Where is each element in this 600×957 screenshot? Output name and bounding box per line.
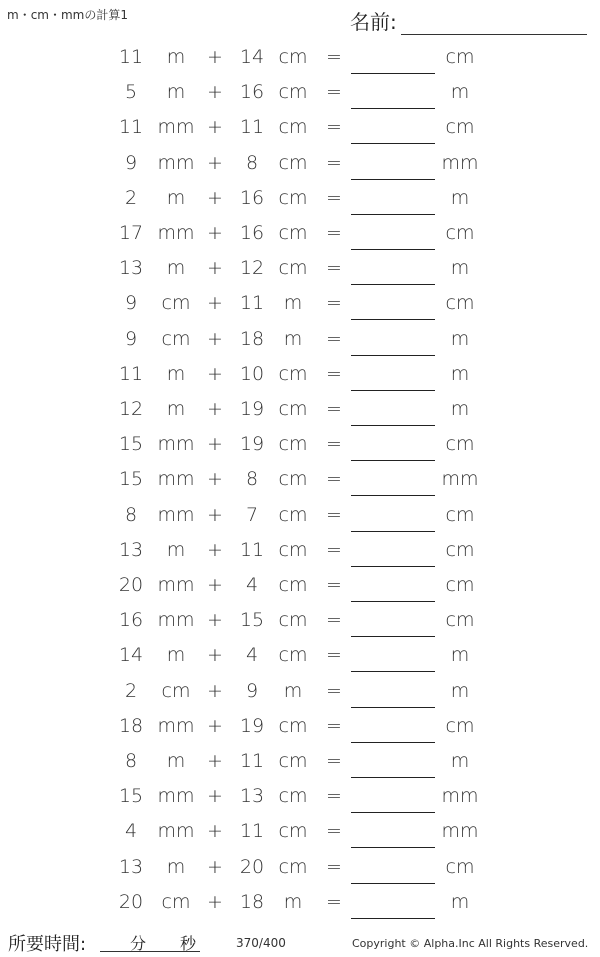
problem-row — [0, 498, 600, 533]
problem-row — [0, 850, 600, 885]
equals-sign: = — [326, 679, 342, 702]
second-unit: cm — [278, 81, 308, 104]
answer-unit: m — [450, 81, 470, 104]
equals-sign: = — [326, 503, 342, 526]
first-unit: mm — [157, 151, 195, 174]
answer-blank[interactable] — [351, 143, 435, 144]
plus-sign: + — [207, 609, 223, 632]
name-field — [350, 6, 587, 35]
second-number: 19 — [239, 433, 265, 456]
plus-sign: + — [207, 222, 223, 244]
first-number: 20 — [118, 890, 144, 913]
problem-row — [0, 779, 600, 814]
first-unit: mm — [157, 785, 195, 808]
answer-blank[interactable] — [351, 108, 435, 109]
second-number: 8 — [245, 151, 259, 174]
first-number: 2 — [124, 679, 138, 702]
problem-row — [0, 40, 600, 75]
answer-unit: mm — [441, 820, 479, 843]
second-number: 9 — [245, 679, 259, 702]
first-unit: cm — [161, 292, 191, 315]
first-unit: cm — [161, 679, 191, 702]
first-unit: mm — [157, 714, 195, 737]
first-unit: m — [166, 538, 186, 561]
answer-blank[interactable] — [351, 355, 435, 356]
second-number: 8 — [245, 468, 259, 491]
plus-sign: + — [207, 538, 223, 561]
first-unit: mm — [157, 468, 195, 491]
answer-blank[interactable] — [351, 249, 435, 250]
equals-sign: = — [326, 433, 342, 456]
problem-row — [0, 146, 600, 181]
problem-row — [0, 814, 600, 849]
answer-blank[interactable] — [351, 566, 435, 567]
first-unit: m — [166, 750, 186, 772]
equals-sign: = — [326, 785, 342, 808]
first-unit: m — [166, 46, 186, 68]
plus-sign: + — [207, 468, 223, 491]
plus-sign: + — [207, 151, 223, 174]
answer-unit: m — [450, 890, 470, 913]
second-number: 7 — [245, 503, 259, 526]
equals-sign: = — [326, 750, 342, 772]
first-unit: cm — [161, 327, 191, 350]
second-number: 18 — [239, 327, 265, 350]
plus-sign: + — [207, 46, 223, 68]
problem-row — [0, 216, 600, 251]
problem-row — [0, 744, 600, 779]
problem-row — [0, 709, 600, 744]
first-number: 9 — [124, 327, 138, 350]
first-number: 12 — [118, 398, 144, 420]
second-unit: cm — [278, 609, 308, 632]
first-unit: m — [166, 398, 186, 420]
answer-unit: cm — [445, 222, 475, 244]
worksheet-title: m・cm・mmの計算1 — [7, 8, 128, 22]
problem-row — [0, 286, 600, 321]
first-unit: m — [166, 257, 186, 280]
answer-blank[interactable] — [351, 319, 435, 320]
first-number: 9 — [124, 292, 138, 315]
second-unit: m — [283, 679, 303, 702]
second-unit: cm — [278, 538, 308, 561]
plus-sign: + — [207, 81, 223, 104]
plus-sign: + — [207, 750, 223, 772]
plus-sign: + — [207, 116, 223, 139]
problem-row — [0, 110, 600, 145]
first-number: 18 — [118, 714, 144, 737]
first-unit: mm — [157, 503, 195, 526]
first-number: 13 — [118, 257, 144, 280]
answer-blank[interactable] — [351, 847, 435, 848]
plus-sign: + — [207, 327, 223, 350]
minutes-label: 分 — [130, 934, 147, 953]
second-number: 11 — [239, 820, 265, 843]
first-unit: mm — [157, 222, 195, 244]
answer-blank[interactable] — [351, 883, 435, 884]
first-unit: m — [166, 644, 186, 667]
second-number: 4 — [245, 644, 259, 667]
answer-unit: m — [450, 186, 470, 209]
plus-sign: + — [207, 785, 223, 808]
first-unit: mm — [157, 820, 195, 843]
equals-sign: = — [326, 257, 342, 280]
answer-unit: m — [450, 327, 470, 350]
problem-row — [0, 75, 600, 110]
second-unit: cm — [278, 750, 308, 772]
second-number: 11 — [239, 292, 265, 315]
first-unit: mm — [157, 609, 195, 632]
second-number: 20 — [239, 855, 265, 878]
second-number: 4 — [245, 574, 259, 596]
first-number: 20 — [118, 574, 144, 596]
answer-unit: cm — [445, 46, 475, 68]
second-unit: cm — [278, 503, 308, 526]
equals-sign: = — [326, 222, 342, 244]
answer-blank[interactable] — [351, 742, 435, 743]
problem-row — [0, 392, 600, 427]
name-blank-line[interactable] — [401, 12, 587, 35]
time-required-label: 所要時間: — [8, 934, 87, 955]
equals-sign: = — [326, 574, 342, 596]
answer-unit: m — [450, 257, 470, 280]
footer — [0, 928, 600, 957]
first-number: 5 — [124, 81, 138, 104]
problem-row — [0, 885, 600, 920]
second-number: 19 — [239, 398, 265, 420]
plus-sign: + — [207, 433, 223, 456]
second-unit: cm — [278, 116, 308, 139]
second-unit: cm — [278, 855, 308, 878]
answer-blank[interactable] — [351, 777, 435, 778]
equals-sign: = — [326, 398, 342, 420]
second-number: 16 — [239, 186, 265, 209]
plus-sign: + — [207, 257, 223, 280]
problem-row — [0, 568, 600, 603]
answer-blank[interactable] — [351, 918, 435, 919]
second-number: 14 — [239, 46, 265, 68]
second-number: 12 — [239, 257, 265, 280]
equals-sign: = — [326, 151, 342, 174]
first-number: 13 — [118, 538, 144, 561]
second-number: 18 — [239, 890, 265, 913]
seconds-label: 秒 — [180, 934, 197, 953]
first-number: 11 — [118, 46, 144, 68]
first-number: 16 — [118, 609, 144, 632]
first-number: 14 — [118, 644, 144, 667]
problem-row — [0, 357, 600, 392]
problem-row — [0, 603, 600, 638]
equals-sign: = — [326, 609, 342, 632]
second-unit: m — [283, 292, 303, 315]
second-number: 11 — [239, 116, 265, 139]
answer-blank[interactable] — [351, 179, 435, 180]
problem-row — [0, 462, 600, 497]
equals-sign: = — [326, 714, 342, 737]
answer-unit: m — [450, 644, 470, 667]
first-unit: m — [166, 81, 186, 104]
time-blank-line[interactable] — [100, 951, 200, 952]
equals-sign: = — [326, 644, 342, 667]
equals-sign: = — [326, 362, 342, 385]
equals-sign: = — [326, 468, 342, 491]
answer-unit: m — [450, 679, 470, 702]
answer-unit: cm — [445, 609, 475, 632]
first-number: 15 — [118, 785, 144, 808]
second-unit: cm — [278, 468, 308, 491]
answer-blank[interactable] — [351, 73, 435, 74]
first-number: 2 — [124, 186, 138, 209]
equals-sign: = — [326, 538, 342, 561]
first-number: 9 — [124, 151, 138, 174]
answer-unit: cm — [445, 714, 475, 737]
equals-sign: = — [326, 186, 342, 209]
answer-unit: mm — [441, 785, 479, 808]
plus-sign: + — [207, 186, 223, 209]
answer-blank[interactable] — [351, 636, 435, 637]
answer-blank[interactable] — [351, 460, 435, 461]
plus-sign: + — [207, 855, 223, 878]
equals-sign: = — [326, 820, 342, 843]
answer-unit: m — [450, 750, 470, 772]
second-unit: m — [283, 890, 303, 913]
plus-sign: + — [207, 292, 223, 315]
equals-sign: = — [326, 292, 342, 315]
equals-sign: = — [326, 46, 342, 68]
answer-unit: mm — [441, 468, 479, 491]
plus-sign: + — [207, 644, 223, 667]
answer-blank[interactable] — [351, 601, 435, 602]
answer-unit: m — [450, 398, 470, 420]
first-number: 15 — [118, 468, 144, 491]
second-unit: cm — [278, 46, 308, 68]
plus-sign: + — [207, 820, 223, 843]
answer-unit: mm — [441, 151, 479, 174]
second-unit: cm — [278, 257, 308, 280]
first-number: 15 — [118, 433, 144, 456]
answer-blank[interactable] — [351, 531, 435, 532]
plus-sign: + — [207, 679, 223, 702]
second-unit: cm — [278, 785, 308, 808]
answer-blank[interactable] — [351, 214, 435, 215]
problem-row — [0, 533, 600, 568]
first-number: 4 — [124, 820, 138, 843]
plus-sign: + — [207, 362, 223, 385]
answer-blank[interactable] — [351, 495, 435, 496]
second-unit: cm — [278, 574, 308, 596]
plus-sign: + — [207, 503, 223, 526]
plus-sign: + — [207, 714, 223, 737]
answer-blank[interactable] — [351, 390, 435, 391]
answer-unit: cm — [445, 538, 475, 561]
second-unit: m — [283, 327, 303, 350]
first-number: 8 — [124, 503, 138, 526]
first-number: 11 — [118, 362, 144, 385]
equals-sign: = — [326, 81, 342, 104]
plus-sign: + — [207, 398, 223, 420]
first-number: 11 — [118, 116, 144, 139]
first-unit: m — [166, 186, 186, 209]
answer-blank[interactable] — [351, 284, 435, 285]
second-unit: cm — [278, 433, 308, 456]
second-unit: cm — [278, 362, 308, 385]
answer-blank[interactable] — [351, 671, 435, 672]
answer-unit: cm — [445, 503, 475, 526]
first-number: 17 — [118, 222, 144, 244]
first-unit: m — [166, 855, 186, 878]
second-unit: cm — [278, 151, 308, 174]
second-unit: cm — [278, 222, 308, 244]
problem-row — [0, 427, 600, 462]
answer-blank[interactable] — [351, 707, 435, 708]
name-label: 名前: — [350, 10, 397, 34]
second-unit: cm — [278, 644, 308, 667]
problem-row — [0, 181, 600, 216]
equals-sign: = — [326, 116, 342, 139]
plus-sign: + — [207, 574, 223, 596]
equals-sign: = — [326, 855, 342, 878]
answer-blank[interactable] — [351, 812, 435, 813]
problem-row — [0, 674, 600, 709]
answer-unit: cm — [445, 116, 475, 139]
second-number: 15 — [239, 609, 265, 632]
second-number: 13 — [239, 785, 265, 808]
second-number: 11 — [239, 750, 265, 772]
answer-blank[interactable] — [351, 425, 435, 426]
answer-unit: cm — [445, 574, 475, 596]
equals-sign: = — [326, 327, 342, 350]
first-number: 13 — [118, 855, 144, 878]
answer-unit: cm — [445, 292, 475, 315]
second-number: 16 — [239, 81, 265, 104]
second-unit: cm — [278, 398, 308, 420]
second-number: 16 — [239, 222, 265, 244]
answer-unit: m — [450, 362, 470, 385]
problem-row — [0, 322, 600, 357]
first-unit: mm — [157, 116, 195, 139]
answer-unit: cm — [445, 433, 475, 456]
plus-sign: + — [207, 890, 223, 913]
first-number: 8 — [124, 750, 138, 772]
copyright-notice: Copyright © Alpha.Inc All Rights Reserved. — [352, 937, 589, 950]
second-number: 10 — [239, 362, 265, 385]
equals-sign: = — [326, 890, 342, 913]
first-unit: m — [166, 362, 186, 385]
problem-row — [0, 638, 600, 673]
first-unit: mm — [157, 433, 195, 456]
answer-unit: cm — [445, 855, 475, 878]
first-unit: mm — [157, 574, 195, 596]
second-unit: cm — [278, 820, 308, 843]
second-unit: cm — [278, 714, 308, 737]
first-unit: cm — [161, 890, 191, 913]
second-number: 19 — [239, 714, 265, 737]
page-number: 370/400 — [236, 936, 286, 950]
second-number: 11 — [239, 538, 265, 561]
problem-row — [0, 251, 600, 286]
second-unit: cm — [278, 186, 308, 209]
